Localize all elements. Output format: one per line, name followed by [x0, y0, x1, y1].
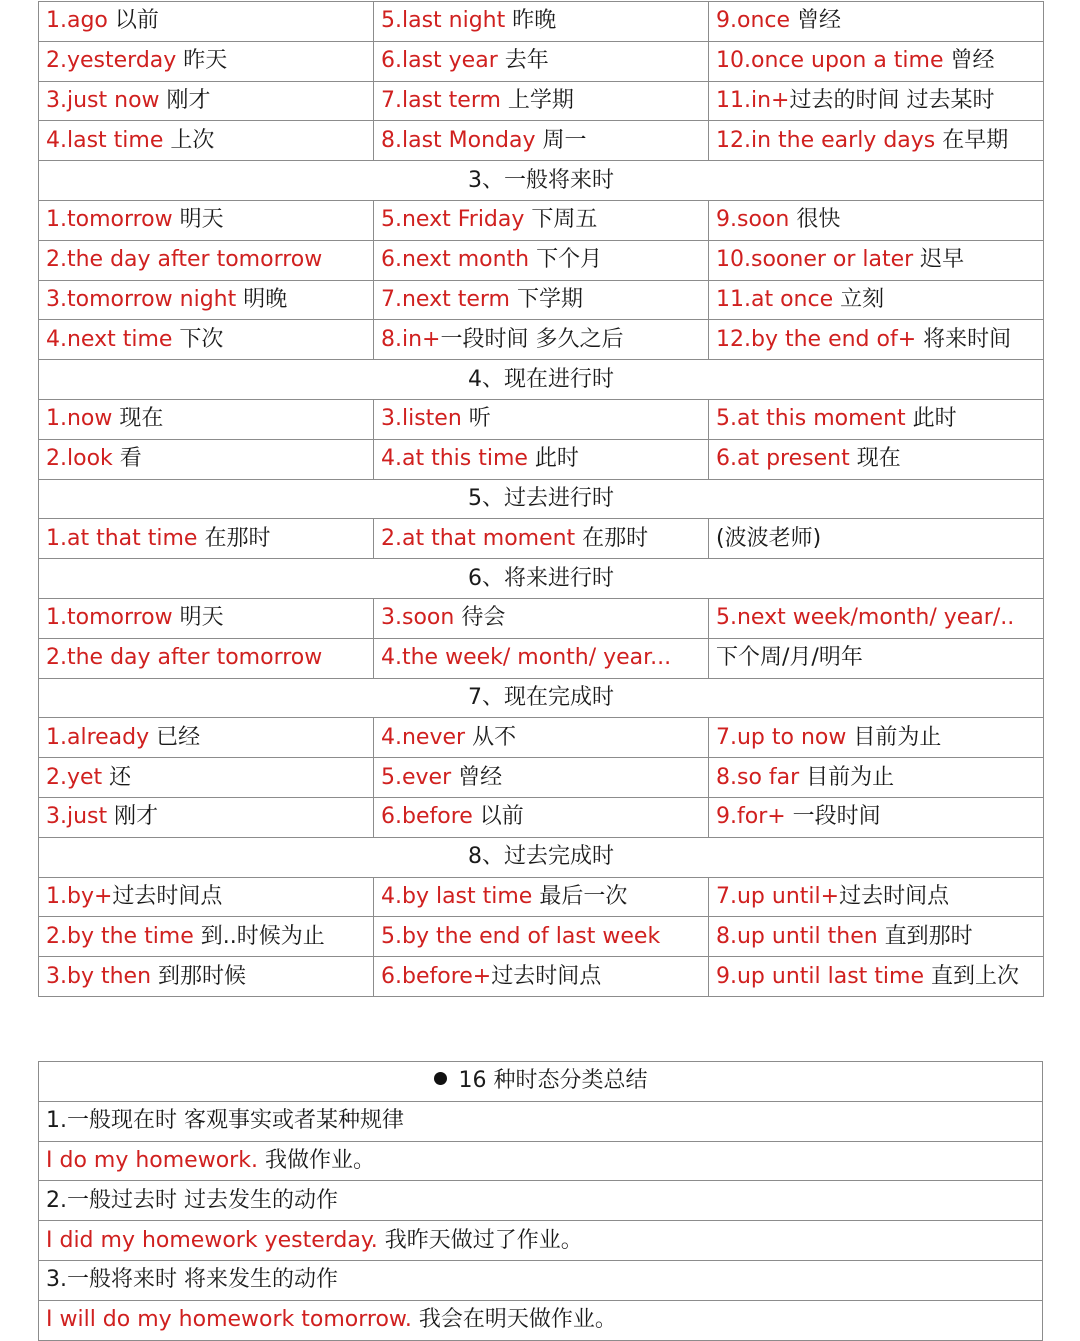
english-phrase: 1.tomorrow [46, 207, 173, 233]
english-phrase: 6.before [381, 804, 473, 830]
chinese-meaning: 过去时间点 [839, 883, 950, 909]
chinese-meaning: 以前 [472, 804, 524, 830]
english-phrase: 4.never [381, 724, 466, 750]
table-row [39, 598, 1044, 638]
table-row [39, 200, 1044, 240]
english-phrase: 11.at once [716, 286, 834, 312]
english-phrase: 1.ago [46, 8, 108, 34]
example-sentence: I do my homework. [46, 1147, 258, 1173]
table-cell [39, 41, 374, 81]
table-cell [709, 957, 1044, 997]
chinese-text: 3.一般将来时 将来发生的动作 [46, 1267, 338, 1293]
summary-cell [39, 1181, 1043, 1221]
chinese-meaning: 在那时 [575, 525, 649, 551]
table-cell [374, 81, 709, 121]
tense-time-words-table [38, 1, 1044, 997]
table-cell [709, 718, 1044, 758]
chinese-meaning: 从不 [465, 724, 517, 750]
english-phrase: 4.by last time [381, 883, 533, 909]
chinese-meaning: 现在 [849, 446, 901, 472]
section-header: 7、现在完成时 [39, 678, 1044, 718]
chinese-meaning: 刚才 [107, 804, 159, 830]
table-cell [374, 758, 709, 798]
table-cell [39, 718, 374, 758]
tense-summary-table [38, 1061, 1043, 1341]
table-cell [39, 917, 374, 957]
section-header-row [39, 360, 1044, 400]
english-phrase: 3.soon [381, 605, 455, 631]
table-cell [39, 399, 374, 439]
table-cell [374, 399, 709, 439]
table-cell [39, 280, 374, 320]
table-row [39, 399, 1044, 439]
table-cell [374, 917, 709, 957]
table-cell [39, 638, 374, 678]
chinese-meaning: 迟早 [913, 247, 965, 273]
chinese-meaning: 最后一次 [532, 883, 628, 909]
chinese-meaning: 目前为止 [846, 724, 942, 750]
chinese-meaning: 周一 [535, 127, 587, 153]
chinese-meaning: 明天 [172, 605, 224, 631]
english-phrase: 1.already [46, 724, 150, 750]
chinese-meaning: 上学期 [500, 87, 574, 113]
chinese-meaning: 一段时间 [785, 804, 881, 830]
table-cell [39, 240, 374, 280]
example-sentence: I did my homework yesterday. [46, 1227, 378, 1253]
english-phrase: 2.look [46, 446, 113, 472]
table-cell [374, 957, 709, 997]
english-phrase: 12.by the end of+ [716, 326, 917, 352]
english-phrase: 3.just [46, 804, 108, 830]
table-cell [374, 121, 709, 161]
chinese-meaning: 下个月 [529, 247, 603, 273]
english-phrase: 8.up until then [716, 923, 878, 949]
table-cell [374, 200, 709, 240]
english-phrase: 12.in the early days [716, 127, 936, 153]
section-header-row [39, 559, 1044, 599]
table-cell [39, 877, 374, 917]
chinese-meaning: 立刻 [833, 286, 885, 312]
table-row [39, 519, 1044, 559]
table-row [39, 957, 1044, 997]
chinese-meaning: 将来时间 [916, 326, 1012, 352]
chinese-meaning: 下次 [172, 326, 224, 352]
chinese-meaning: 看 [112, 446, 142, 472]
table-cell [39, 519, 374, 559]
table-cell [709, 240, 1044, 280]
table-cell [39, 320, 374, 360]
english-phrase: 3.tomorrow night [46, 286, 237, 312]
table-cell [374, 240, 709, 280]
english-phrase: 2.the day after tomorrow [46, 645, 323, 671]
chinese-meaning: 下学期 [509, 286, 583, 312]
table-row [39, 797, 1044, 837]
section-header-row [39, 479, 1044, 519]
table-cell [374, 280, 709, 320]
table-cell [374, 41, 709, 81]
table-row [39, 718, 1044, 758]
chinese-meaning: 昨天 [176, 48, 228, 74]
english-phrase: 1.tomorrow [46, 605, 173, 631]
english-phrase: 5.next week/month/ year/.. [716, 605, 1015, 631]
english-phrase: 2.yet [46, 764, 103, 790]
english-phrase: 9.up until last time [716, 963, 925, 989]
english-phrase: 8.last Monday [381, 127, 536, 153]
table-cell [39, 81, 374, 121]
chinese-meaning: 曾经 [943, 48, 995, 74]
chinese-meaning: 明晚 [236, 286, 288, 312]
table-row [39, 439, 1044, 479]
english-phrase: 9.for+ [716, 804, 786, 830]
english-phrase: 5.ever [381, 764, 452, 790]
english-phrase: 6.before+ [381, 963, 492, 989]
section-header: 4、现在进行时 [39, 360, 1044, 400]
english-phrase: 6.last year [381, 48, 498, 74]
section-header-row [39, 837, 1044, 877]
chinese-meaning: 很快 [789, 207, 841, 233]
chinese-meaning: 在早期 [935, 127, 1009, 153]
chinese-meaning: 曾经 [790, 8, 842, 34]
table-cell [709, 2, 1044, 42]
table-row [39, 877, 1044, 917]
chinese-meaning: 已经 [149, 724, 201, 750]
table-cell [374, 2, 709, 42]
summary-row [39, 1181, 1043, 1221]
chinese-meaning: 现在 [112, 406, 164, 432]
chinese-meaning: 还 [102, 764, 132, 790]
table-cell [374, 718, 709, 758]
chinese-meaning: 此时 [527, 446, 579, 472]
chinese-meaning: 过去时间点 [491, 963, 602, 989]
chinese-meaning: 待会 [454, 605, 506, 631]
table-cell [709, 877, 1044, 917]
table-cell [709, 320, 1044, 360]
table-cell [374, 598, 709, 638]
section-header-row [39, 161, 1044, 201]
table-cell [709, 439, 1044, 479]
english-phrase: 8.in+ [381, 326, 441, 352]
chinese-meaning: 过去的时间 过去某时 [789, 87, 995, 113]
chinese-meaning: 到那时候 [151, 963, 247, 989]
summary-header-row [39, 1062, 1043, 1102]
table-cell [709, 81, 1044, 121]
table-row [39, 41, 1044, 81]
chinese-text: 1.一般现在时 客观事实或者某种规律 [46, 1108, 404, 1134]
chinese-meaning: 曾经 [451, 764, 503, 790]
chinese-text: 我会在明天做作业。 [411, 1307, 617, 1333]
section-header: 3、一般将来时 [39, 161, 1044, 201]
chinese-meaning: 一段时间 多久之后 [440, 326, 624, 352]
summary-row [39, 1260, 1043, 1300]
summary-cell [39, 1141, 1043, 1181]
table-cell [374, 320, 709, 360]
table-cell [374, 797, 709, 837]
chinese-meaning: 以前 [107, 8, 159, 34]
english-phrase: 6.at present [716, 446, 850, 472]
english-phrase: 10.once upon a time [716, 48, 944, 74]
table-cell [709, 638, 1044, 678]
english-phrase: 4.last time [46, 127, 164, 153]
table-cell [709, 797, 1044, 837]
chinese-meaning: 到..时候为止 [193, 923, 325, 949]
table-cell [39, 598, 374, 638]
english-phrase: 2.at that moment [381, 525, 576, 551]
table-cell [374, 638, 709, 678]
chinese-text: 我昨天做过了作业。 [377, 1227, 583, 1253]
chinese-meaning: 直到那时 [877, 923, 973, 949]
section-header: 6、将来进行时 [39, 559, 1044, 599]
table-cell [39, 200, 374, 240]
summary-title: 16 种时态分类总结 [39, 1062, 1043, 1102]
chinese-meaning: 刚才 [159, 87, 211, 113]
chinese-meaning: 听 [461, 406, 491, 432]
chinese-meaning: 过去时间点 [112, 883, 223, 909]
table-cell [39, 797, 374, 837]
english-phrase: 1.now [46, 406, 113, 432]
table-row [39, 638, 1044, 678]
chinese-meaning: 下周五 [524, 207, 598, 233]
table-row [39, 758, 1044, 798]
chinese-meaning: 上次 [163, 127, 215, 153]
english-phrase: 5.by the end of last week [381, 923, 661, 949]
summary-cell [39, 1101, 1043, 1141]
table-row [39, 81, 1044, 121]
summary-cell [39, 1260, 1043, 1300]
english-phrase: 4.the week/ month/ year... [381, 645, 672, 671]
chinese-meaning: 在那时 [197, 525, 271, 551]
english-phrase: 11.in+ [716, 87, 790, 113]
chinese-meaning: 直到上次 [924, 963, 1020, 989]
english-phrase: 7.up to now [716, 724, 847, 750]
section-header-row [39, 678, 1044, 718]
example-sentence: I will do my homework tomorrow. [46, 1307, 412, 1333]
section-header: 5、过去进行时 [39, 479, 1044, 519]
summary-row [39, 1101, 1043, 1141]
english-phrase: 7.up until+ [716, 883, 840, 909]
chinese-text: 我做作业。 [257, 1147, 375, 1173]
chinese-meaning: 下个周/月/明年 [716, 645, 863, 671]
summary-row [39, 1300, 1043, 1340]
table-cell [39, 439, 374, 479]
table-cell [709, 200, 1044, 240]
summary-cell [39, 1221, 1043, 1261]
table-cell [709, 399, 1044, 439]
english-phrase: 4.at this time [381, 446, 528, 472]
english-phrase: 1.by+ [46, 883, 113, 909]
english-phrase: 5.last night [381, 8, 506, 34]
english-phrase: 4.next time [46, 326, 173, 352]
english-phrase: 9.once [716, 8, 791, 34]
english-phrase: 10.sooner or later [716, 247, 914, 273]
table-cell [39, 957, 374, 997]
table-cell [709, 519, 1044, 559]
table-cell [39, 2, 374, 42]
table-cell [709, 598, 1044, 638]
english-phrase: 7.last term [381, 87, 501, 113]
table-cell [709, 41, 1044, 81]
summary-row [39, 1221, 1043, 1261]
section-header: 8、过去完成时 [39, 837, 1044, 877]
english-phrase: 3.by then [46, 963, 152, 989]
table-cell [374, 877, 709, 917]
chinese-meaning: 去年 [497, 48, 549, 74]
table-cell [709, 758, 1044, 798]
english-phrase: 2.the day after tomorrow [46, 247, 323, 273]
table-cell [39, 121, 374, 161]
english-phrase: 5.next Friday [381, 207, 525, 233]
chinese-meaning: (波波老师) [716, 525, 822, 551]
table-cell [374, 519, 709, 559]
table-row [39, 320, 1044, 360]
chinese-meaning: 此时 [905, 406, 957, 432]
english-phrase: 7.next term [381, 286, 510, 312]
table-cell [709, 280, 1044, 320]
english-phrase: 2.yesterday [46, 48, 177, 74]
table-row [39, 240, 1044, 280]
table-row [39, 2, 1044, 42]
english-phrase: 6.next month [381, 247, 530, 273]
chinese-meaning: 明天 [172, 207, 224, 233]
english-phrase: 3.listen [381, 406, 462, 432]
english-phrase: 5.at this moment [716, 406, 906, 432]
bullet-icon [434, 1072, 447, 1085]
chinese-meaning: 目前为止 [799, 764, 895, 790]
english-phrase: 1.at that time [46, 525, 198, 551]
english-phrase: 2.by the time [46, 923, 194, 949]
chinese-text: 2.一般过去时 过去发生的动作 [46, 1187, 338, 1213]
table-cell [374, 439, 709, 479]
english-phrase: 3.just now [46, 87, 160, 113]
chinese-meaning: 昨晚 [505, 8, 557, 34]
english-phrase: 9.soon [716, 207, 790, 233]
english-phrase: 8.so far [716, 764, 800, 790]
table-cell [39, 758, 374, 798]
table-row [39, 917, 1044, 957]
summary-cell [39, 1300, 1043, 1340]
summary-row [39, 1141, 1043, 1181]
table-cell [709, 917, 1044, 957]
table-cell [709, 121, 1044, 161]
table-row [39, 121, 1044, 161]
table-row [39, 280, 1044, 320]
